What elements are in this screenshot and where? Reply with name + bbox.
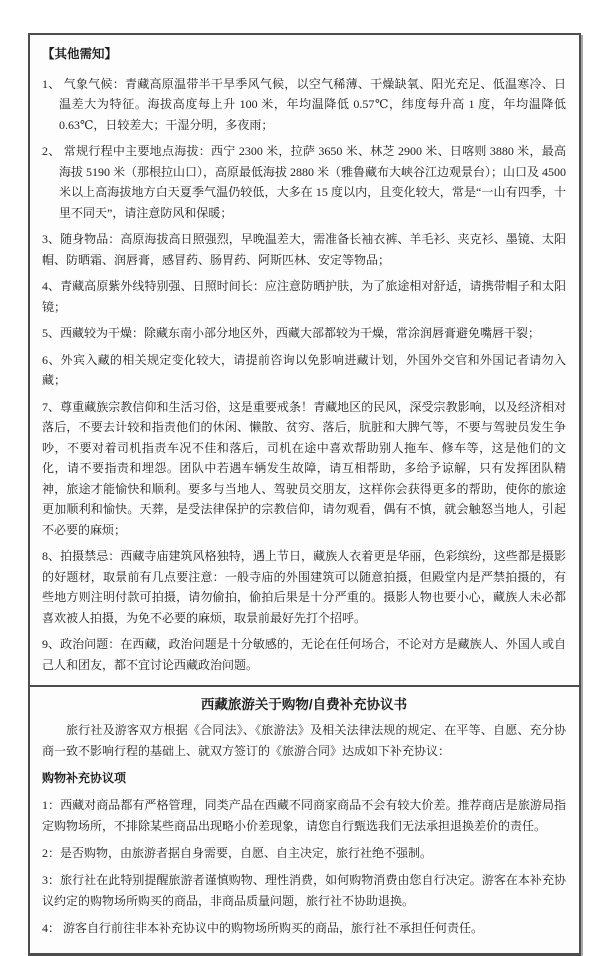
notice-item-4: 4、青藏高原紫外线特别强、日照时间长：应注意防晒护肤，为了旅途相对舒适，请携带帽子和太阳镜；	[42, 279, 566, 314]
agreement-title: 西藏旅游关于购物/自费补充协议书	[200, 697, 408, 712]
notice-item-6: 6、外宾入藏的相关规定变化较大，请提前咨询以免影响进藏计划，外国外交官和外国记者请勿入藏；	[42, 352, 566, 387]
agreement-item-2: 2：是否购物，由旅游者据自身需要，自愿、自主决定，旅行社绝不强制。	[42, 846, 433, 860]
notice-item-3: 3、随身物品：高原海拔高日照强烈，早晚温差大，需准备长袖衣裤、羊毛衫、夹克衫、墨镜、太阳帽、防晒霜、润唇膏，感冒药、肠胃药、阿斯匹林、安定等物品；	[42, 232, 566, 267]
shopping-terms-heading: 购物补充协议项	[42, 771, 127, 785]
notice-item-7: 7、尊重藏族宗教信仰和生活习俗，这是重要戒条！青藏地区的民风，深受宗教影响，以及经济相对落后，不要去计较和指责他们的休闲、懒散、贫穷、落后，肮脏和大脾气等，不要与驾驶员发生争吵，不要对着司机指责车况不佳和落后，司机在途中喜欢帮助别人拖车、修车等，这是他们的文化，请不要指责和埋怨。团队中若遇车辆发生故障，请互相帮助，多给予谅解，只有发挥团队精神，旅途才能愉快和顺利。要多与当地人、驾驶员交朋友，这样你会获得更多的帮助，使你的旅途更加顺利和愉快。天葬，是受法律保护的宗教信仰，请勿观看，偶有不慎，就会触怒当地人，引起不必要的麻烦；	[42, 399, 566, 537]
agreement-item-1: 1：西藏对商品都有严格管理，同类产品在西藏不同商家商品不会有较大价差。推荐商店是旅游局指定购物场所，不排除某些商品出现略小价差现象，请您自行甄选我们无法承担退换差价的责任。	[42, 798, 566, 833]
other-notices-section	[30, 35, 579, 685]
notice-item-5: 5、西藏较为干燥：除藏东南小部分地区外，西藏大部都较为干燥，常涂润唇膏避免嘴唇干裂；	[42, 326, 541, 340]
shopping-agreement-section	[30, 685, 579, 953]
agreement-item-4: 4： 游客自行前往非本补充协议中的购物场所购买的商品，旅行社不承担任何责任。	[42, 921, 484, 935]
section-heading-other-notices: 【其他需知】	[42, 47, 118, 61]
notice-item-2: 2、 常规行程中主要地点海拔：西宁 2300 米，拉萨 3650 米、林芝 2900 米、日喀则 3880 米，最高海拔 5190 米（那根拉山口），高原最低海拔 2880 米（雅鲁藏布大峡谷江边观景台）；山口及 4500 米以上高海拔地方白天夏季气温仍较低，大多在 15 度以内，且变化较大，常是“一山有四季，十里不同天”，请注意防风和保暖；	[42, 144, 567, 220]
notice-item-9: 9、政治问题：在西藏，政治问题是十分敏感的，无论在任何场合，不论对方是藏族人、外国人或自己人和团友，都不宜讨论西藏政治问题。	[42, 637, 566, 672]
agreement-item-3: 3：旅行社在此特别提醒旅游者谨慎购物、理性消费，如何购物消费由您自行决定。游客在本补充协议约定的购物场所购买的商品，非商品质量问题，旅行社不协助退换。	[42, 873, 566, 908]
notices-agreement-table	[28, 33, 581, 956]
notice-item-8: 8、拍摄禁忌：西藏寺庙建筑风格独特，遇上节日，藏族人衣着更是华丽，色彩缤纷，这些都是摄影的好题材，取景前有几点要注意：一般寺庙的外围建筑可以随意拍摄，但殿堂内是严禁拍摄的，有些地方则注明付款可拍摄，请勿偷拍，偷拍后果是十分严重的。摄影人物也要小心，藏族人未必都喜欢被人拍摄，为免不必要的麻烦，取景前最好先打个招呼。	[42, 549, 566, 625]
notice-item-1: 1、 气象气候：青藏高原温带半干旱季风气候，以空气稀薄、干燥缺氧、阳光充足、低温寒冷、日温差大为特征。海拔高度每上升 100 米，年均温降低 0.57℃，纬度每升高 1 度，年均温降低 0.63℃，日较差大；干湿分明，多夜雨；	[42, 76, 566, 132]
agreement-intro: 旅行社及游客双方根据《合同法》、《旅游法》及相关法律法规的规定、在平等、自愿、充分协商一致不影响行程的基础上、就双方签订的《旅游合同》达成如下补充协议：	[42, 723, 566, 758]
